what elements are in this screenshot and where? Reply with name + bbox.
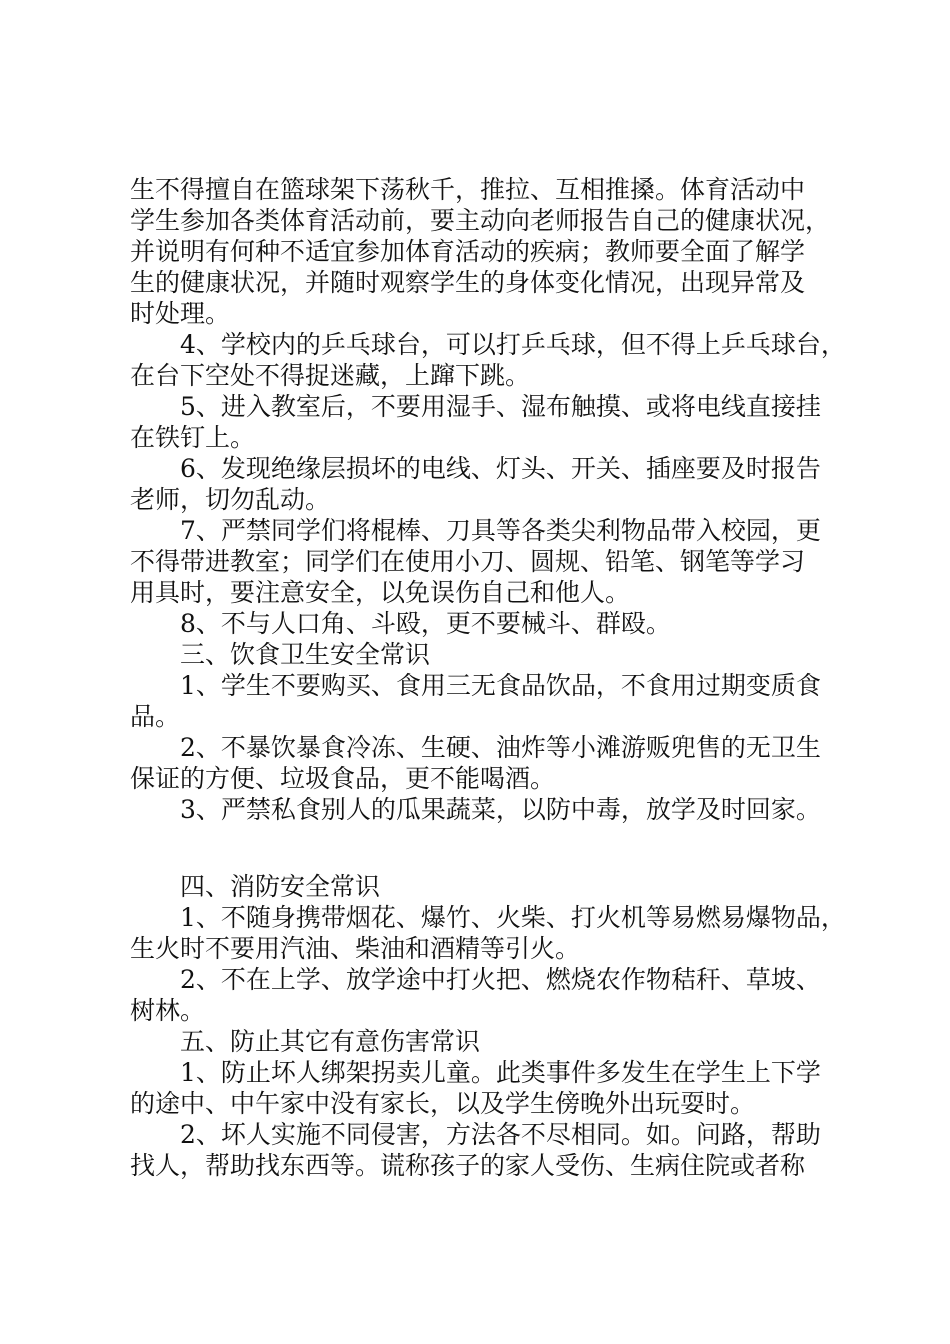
text-line: 不得带进教室；同学们在使用小刀、圆规、铅笔、钢笔等学习: [130, 547, 806, 576]
list-item-6: 6、发现绝缘层损坏的电线、灯头、开关、插座要及时报告: [180, 454, 821, 483]
list-item-2: 2、不在上学、放学途中打火把、燃烧农作物秸秆、草坡、: [180, 965, 821, 994]
list-item-2: 2、不暴饮暴食冷冻、生硬、油炸等小滩游贩兜售的无卫生: [180, 733, 821, 762]
section-heading-fire-safety: 四、消防安全常识: [180, 872, 381, 901]
text-line: 老师，切勿乱动。: [130, 485, 331, 514]
paragraph-gap: [130, 825, 840, 871]
list-item-1: 1、不随身携带烟花、爆竹、火柴、打火机等易燃易爆物品，: [180, 903, 846, 932]
text-line: 生火时不要用汽油、柴油和酒精等引火。: [130, 934, 581, 963]
text-line: 并说明有何种不适宜参加体育活动的疾病；教师要全面了解学: [130, 237, 806, 266]
list-item-5: 5、进入教室后，不要用湿手、湿布触摸、或将电线直接挂: [180, 392, 821, 421]
list-item-4: 4、学校内的乒乓球台，可以打乒乓球，但不得上乒乓球台，: [180, 330, 846, 359]
text-line: 的途中、中午家中没有家长，以及学生傍晚外出玩耍时。: [130, 1089, 756, 1118]
text-line: 保证的方便、垃圾食品，更不能喝酒。: [130, 764, 556, 793]
list-item-7: 7、严禁同学们将棍棒、刀具等各类尖利物品带入校园，更: [180, 516, 821, 545]
text-line: 树林。: [130, 996, 206, 1025]
list-item-1: 1、防止坏人绑架拐卖儿童。此类事件多发生在学生上下学: [180, 1058, 821, 1087]
document-body: [130, 174, 846, 1181]
text-line: 找人，帮助找东西等。谎称孩子的家人受伤、生病住院或者称: [130, 1151, 806, 1180]
text-line: 生的健康状况，并随时观察学生的身体变化情况，出现异常及: [130, 268, 806, 297]
section-heading-harm-prevention: 五、防止其它有意伤害常识: [180, 1027, 481, 1056]
text-line: 品。: [130, 702, 181, 731]
text-line: 时处理。: [130, 299, 231, 328]
text-line: 生不得擅自在篮球架下荡秋千，推拉、互相推搡。体育活动中: [130, 175, 806, 204]
text-line: 学生参加各类体育活动前，要主动向老师报告自己的健康状况，: [130, 206, 831, 235]
text-line: 用具时，要注意安全，以免误伤自己和他人。: [130, 578, 631, 607]
text-line: 在铁钉上。: [130, 423, 256, 452]
text-line: 在台下空处不得捉迷藏，上蹿下跳。: [130, 361, 531, 390]
list-item-3: 3、严禁私食别人的瓜果蔬菜，以防中毒，放学及时回家。: [180, 795, 821, 824]
section-heading-food-safety: 三、饮食卫生安全常识: [180, 640, 431, 669]
list-item-8: 8、不与人口角、斗殴，更不要械斗、群殴。: [180, 609, 671, 638]
list-item-2: 2、坏人实施不同侵害，方法各不尽相同。如。问路，帮助: [180, 1120, 821, 1149]
list-item-1: 1、学生不要购买、食用三无食品饮品，不食用过期变质食: [180, 671, 821, 700]
